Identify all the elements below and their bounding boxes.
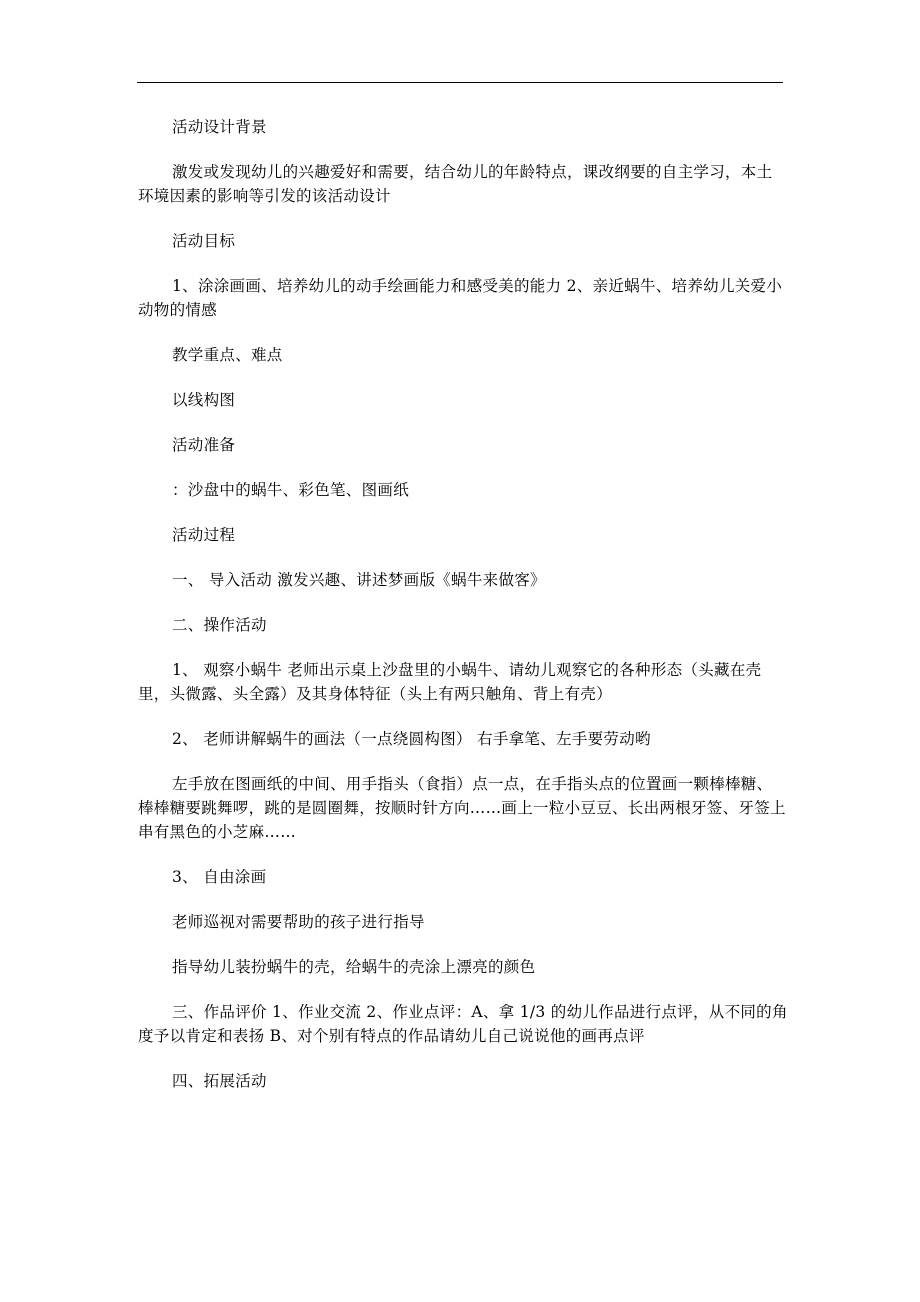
step-evaluation: 三、作品评价 1、作业交流 2、作业点评：A、拿 1/3 的幼儿作品进行点评，从不同的角度予以肯定和表扬 B、对个别有特点的作品请幼儿自己说说他的画再点评 bbox=[138, 1003, 788, 1045]
heading-key-points: 教学重点、难点 bbox=[172, 346, 283, 364]
paragraph-preparation: ：沙盘中的蜗牛、彩色笔、图画纸 bbox=[172, 481, 410, 499]
substep-free-drawing: 3、 自由涂画 bbox=[172, 868, 267, 886]
step-extension: 四、拓展活动 bbox=[172, 1072, 267, 1090]
substep-observe: 1、 观察小蜗牛 老师出示桌上沙盘里的小蜗牛、请幼儿观察它的各种形态（头藏在壳里，头微露、头全露）及其身体特征（头上有两只触角、背上有壳） bbox=[138, 661, 762, 703]
heading-process: 活动过程 bbox=[172, 526, 236, 544]
heading-design-background: 活动设计背景 bbox=[172, 118, 267, 136]
document-body bbox=[138, 115, 788, 1114]
paragraph-activity-goals: 1、涂涂画画、培养幼儿的动手绘画能力和感受美的能力 2、亲近蜗牛、培养幼儿关爱小动物的情感 bbox=[138, 277, 783, 319]
step-introduction: 一、 导入活动 激发兴趣、讲述梦画版《蜗牛来做客》 bbox=[172, 571, 546, 589]
step-operation: 二、操作活动 bbox=[172, 616, 267, 634]
paragraph-key-points: 以线构图 bbox=[172, 391, 236, 409]
heading-preparation: 活动准备 bbox=[172, 436, 236, 454]
header-rule bbox=[137, 82, 783, 83]
paragraph-teacher-guidance: 老师巡视对需要帮助的孩子进行指导 bbox=[172, 913, 425, 931]
paragraph-decorate-shell: 指导幼儿装扮蜗牛的壳，给蜗牛的壳涂上漂亮的颜色 bbox=[172, 958, 536, 976]
paragraph-drawing-method: 左手放在图画纸的中间、用手指头（食指）点一点，在手指头点的位置画一颗棒棒糖、棒棒糖要跳舞啰，跳的是圆圈舞，按顺时针方向……画上一粒小豆豆、长出两根牙签、牙签上串有黑色的小芝麻…… bbox=[138, 775, 786, 841]
substep-explain: 2、 老师讲解蜗牛的画法（一点绕圆构图） 右手拿笔、左手要劳动哟 bbox=[172, 730, 651, 748]
paragraph-design-background: 激发或发现幼儿的兴趣爱好和需要，结合幼儿的年龄特点，课改纲要的自主学习，本土环境因素的影响等引发的该活动设计 bbox=[138, 163, 773, 205]
heading-activity-goals: 活动目标 bbox=[172, 232, 236, 250]
